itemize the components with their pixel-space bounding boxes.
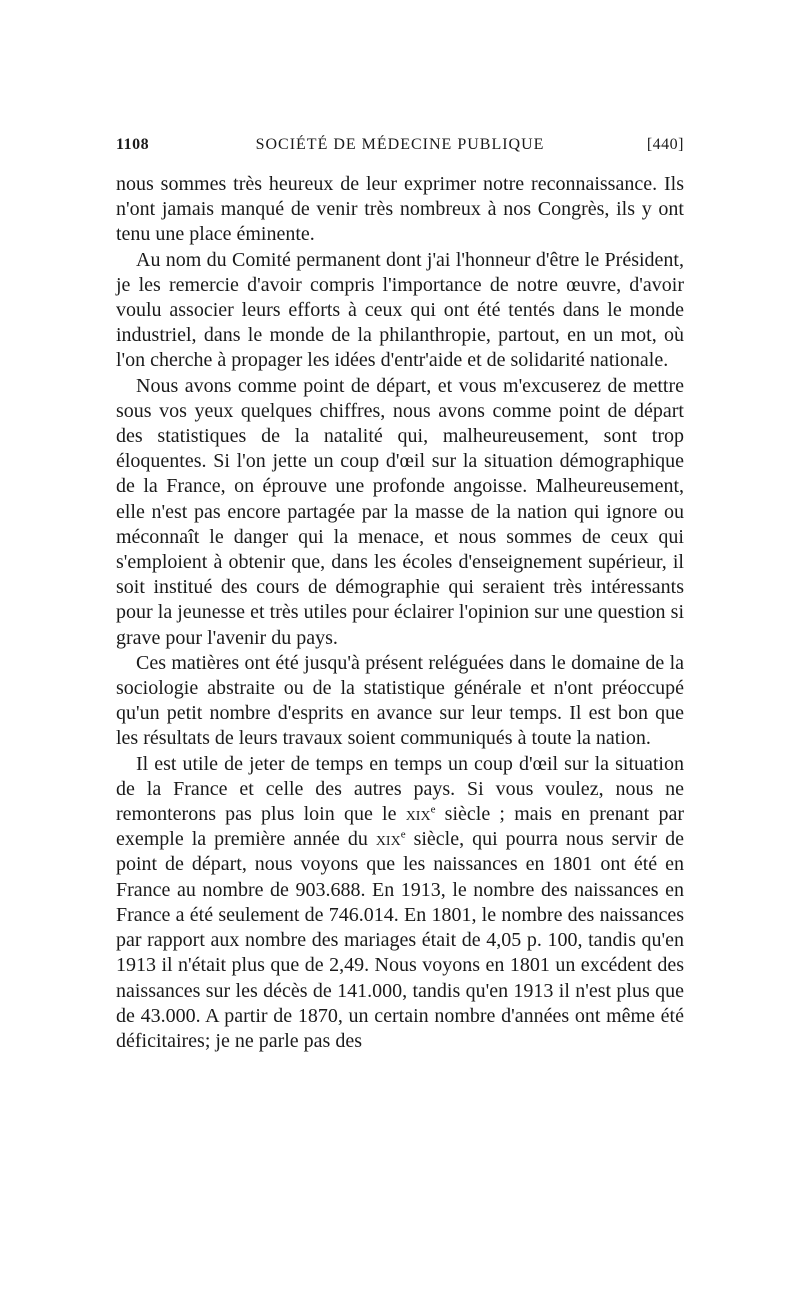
- running-header: [116, 136, 684, 162]
- section-number: [440]: [646, 136, 684, 153]
- roman-numeral: xix: [375, 828, 401, 851]
- superscript: e: [430, 803, 436, 816]
- paragraph-continued: nous sommes très heureux de leur exprimer notre reconnaissance. Ils n'ont jamais manqué de venir très nombreux à nos Congrès, ils y ont tenu une place éminente.: [116, 173, 684, 246]
- paragraph: [116, 752, 684, 1054]
- paragraph-text: siècle ; mais en prenant par exemple la première année du: [116, 803, 684, 851]
- superscript: e: [400, 828, 406, 841]
- paragraph-text: siècle, qui pourra nous servir de point de départ, nous voyons que les naissances en 1801 ont été en France au nombre de 903.688. En 1913, le nombre des naissances en France a été seulement de 746.014. En 1801, le nombre des naissances par rapport aux nombre des mariages était de 4,05 p. 100, tandis qu'en 1913 il n'était plus que de 2,49. Nous voyons en 1801 un excédent des naissances sur les décès de 141.000, tandis qu'en 1913 il n'est plus que de 43.000. A partir de 1870, un certain nombre d'années ont même été déficitaires; je ne parle pas des: [116, 828, 684, 1052]
- paragraph: Ces matières ont été jusqu'à présent reléguées dans le domaine de la sociologie abstraite ou de la statistique générale et n'ont préoccupé qu'un petit nombre d'esprits en avance sur leur temps. Il est bon que les résultats de leurs travaux soient communiqués à toute la nation.: [116, 651, 684, 750]
- roman-numeral: xix: [405, 803, 431, 826]
- paragraph: Nous avons comme point de départ, et vous m'excuserez de mettre sous vos yeux quelques chiffres, nous avons comme point de départ des statistiques de la natalité qui, malheureusement, sont trop éloquentes. Si l'on jette un coup d'œil sur la situation démographique de la France, on éprouve une profonde angoisse. Malheureusement, elle n'est pas encore partagée par la masse de la nation qui ignore ou méconnaît le danger qui la menace, et nous sommes de ceux qui s'emploient à obtenir que, dans les écoles d'enseignement supérieur, il soit institué des cours de démographie qui seraient très intéressants pour la jeunesse et très utiles pour éclairer l'opinion sur une question si grave pour l'avenir du pays.: [116, 374, 684, 649]
- running-title: SOCIÉTÉ DE MÉDECINE PUBLIQUE: [255, 136, 545, 153]
- page-number: 1108: [116, 136, 150, 153]
- body-text: [116, 172, 684, 1054]
- paragraph: Au nom du Comité permanent dont j'ai l'honneur d'être le Président, je les remercie d'avoir compris l'importance de notre œuvre, d'avoir voulu associer leurs efforts à ceux qui ont été tentés dans le monde industriel, dans le monde de la philanthropie, partout, en un mot, où l'on cherche à propager les idées d'entr'aide et de solidarité nationale.: [116, 248, 684, 372]
- paragraph-text: Il est utile de jeter de temps en temps un coup d'œil sur la situation de la France et celle des autres pays. Si vous voulez, nous ne remonterons pas plus loin que le: [116, 752, 684, 826]
